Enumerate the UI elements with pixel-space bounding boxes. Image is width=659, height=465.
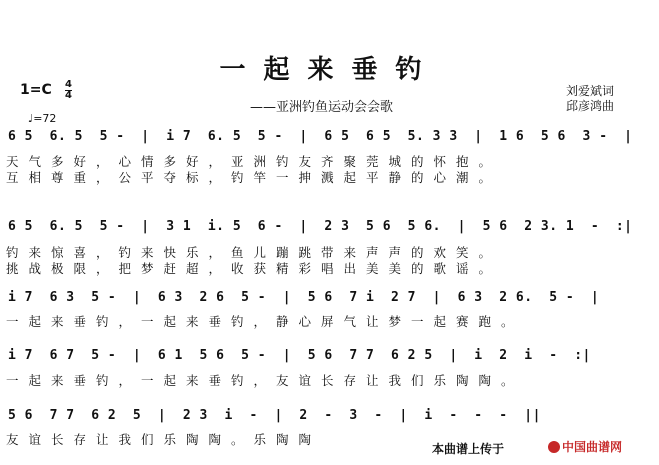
logo-icon	[548, 441, 560, 453]
lyrics-line-2b: 挑战极限，把梦赶超，收获精彩唱出美美的歌谣。	[6, 261, 502, 276]
page-title: 一起来垂钓	[219, 55, 440, 85]
lyrics-line-1a: 天气多好，心情多好，亚洲钓友齐聚莞城的怀抱。	[6, 154, 502, 169]
lyrics-line-1b: 互相尊重，公平夺标，钓竿一抻溅起平静的心潮。	[6, 170, 502, 185]
composer: 邱彦鸿曲	[566, 99, 615, 113]
tempo-marking: ♩=72	[28, 112, 57, 125]
footer-note: 本曲谱上传于	[432, 442, 505, 456]
notation-line-2: 6 5 6. 5 5 - | 3 1 i. 5 6 - | 2 3 5 6 5 6. | 5 6 2 3. 1 - :|	[8, 219, 633, 234]
lyrics-line-5: 友谊长存让我们乐陶陶。乐陶陶	[6, 432, 322, 447]
notation-line-5: 5 6 7 7 6 2 5 | 2 3 i - | 2 - 3 - | i - - - ||	[8, 408, 541, 423]
notation-line-4: i 7 6 7 5 - | 6 1 5 6 5 - | 5 6 7 7 6 2 5 | i 2 i - :|	[8, 348, 591, 363]
key-signature: 1=C	[20, 82, 52, 98]
credits	[566, 84, 614, 114]
lyricist: 刘爱斌词	[566, 84, 615, 98]
lyrics-line-2a: 钓来惊喜，钓来快乐，鱼儿蹦跳带来声声的欢笑。	[6, 245, 502, 260]
lyrics-line-3: 一起来垂钓，一起来垂钓，静心屏气让梦一起赛跑。	[6, 314, 524, 329]
time-signature: 4 4	[65, 79, 72, 101]
notation-line-1: 6 5 6. 5 5 - | i 7 6. 5 5 - | 6 5 6 5 5. 3 3 | 1 6 5 6 3 - |	[8, 129, 633, 144]
lyrics-line-4: 一起来垂钓，一起来垂钓，友谊长存让我们乐陶陶。	[6, 373, 524, 388]
notation-line-3: i 7 6 3 5 - | 6 3 2 6 5 - | 5 6 7 i 2 7 | 6 3 2 6. 5 - |	[8, 290, 600, 305]
site-logo: 中国曲谱网	[548, 438, 622, 455]
subtitle: ——亚洲钓鱼运动会会歌	[250, 100, 394, 115]
